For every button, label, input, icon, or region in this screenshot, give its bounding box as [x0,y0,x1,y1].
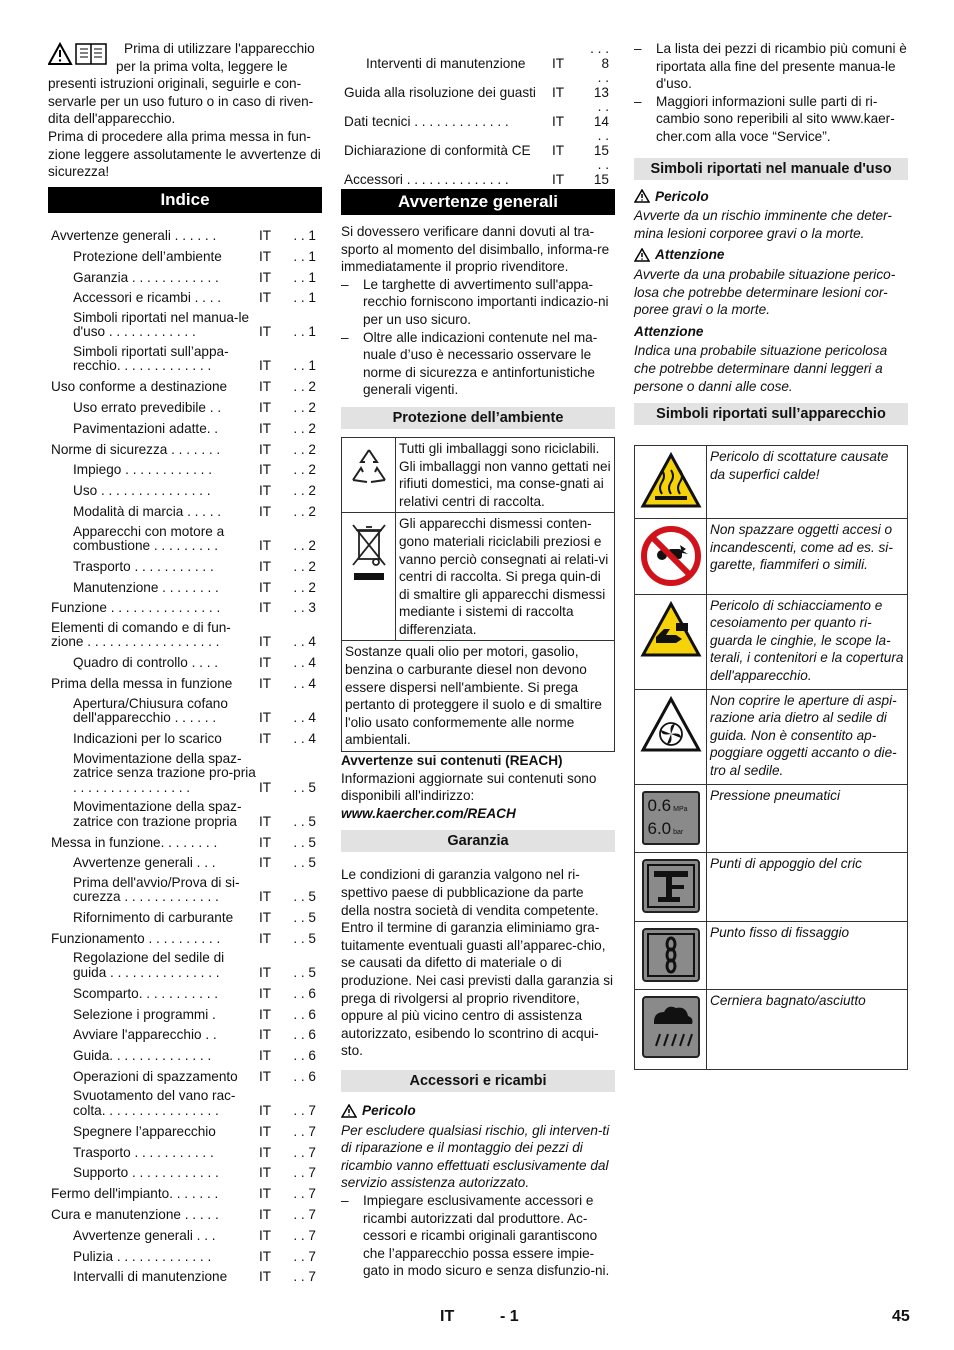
environment-packaging-text: Tutti gli imballaggi sono riciclabili. Gli imballaggi non vanno gettati nei rifiuti domestici, ma conse-gnati ai relativi centri di raccolta. [396,437,615,512]
toc-entry-page: . . 7 [293,1102,316,1118]
toc-entry-title: Intervalli di manutenzione [73,1269,228,1285]
danger-label: Pericolo [634,188,908,206]
no-burning-objects-icon [640,525,702,587]
toc-entry[interactable] [48,223,322,244]
toc-entry-language: IT [259,889,272,905]
toc-entry-title: Dichiarazione di conformità CE [344,142,531,158]
toc-entry-title: Spegnere l’apparecchio [73,1123,216,1139]
device-symbols-table [634,445,908,1070]
toc-entry[interactable] [48,1118,322,1139]
symbol-text: Pericolo di scottature causate da superfici calde! [707,446,908,519]
warning-text: Avverte da una probabile situazione perico-losa che potrebbe determinare lesioni cor-poree gravi o la morte. [634,266,896,318]
toc-entry[interactable] [48,671,322,692]
toc-entry[interactable] [341,100,615,129]
toc-entry[interactable] [48,746,322,795]
toc-entry-page: . . 3 [293,600,316,616]
toc-entry-title: Norme di sicurezza . . . . . . . [51,441,221,457]
reach-title: Avvertenze sui contenuti (REACH) [341,753,563,769]
toc-entry-language: IT [259,483,272,499]
recycle-icon [347,446,391,490]
column-1 [48,40,322,1285]
toc-entry-title: Simboli riportati nel manua-le d'uso . . . . . . . . . . . . [73,309,250,340]
toc-entry-page: . . 2 [293,579,316,595]
symbols-manual-title: Simboli riportati nel manuale d'uso [634,158,908,180]
toc-entry-language: IT [259,964,272,980]
toc-entry-title: Protezione dell’ambiente [73,248,222,264]
toc-entry[interactable] [48,306,322,340]
warranty-text: Le condizioni di garanzia valgono nel ri-spettivo paese di pubblicazione da parte della nostra società di vendita competente. Entro il termine di garanzia eliminiamo gra-tuitamente eventuali guasti all’apparec-chio, se causati da difetto di materiale o di produzione. Nei casi previsti dalla garanzia si prega di rivolgersi al proprio rivenditore, oppure al più vicino centro di assistenza autorizzato, esibendo lo scontrino di acqui-sto. [341,867,614,1059]
toc-entry[interactable] [48,520,322,554]
toc-entry-language: IT [552,171,565,187]
column-2 [341,42,615,1280]
toc-entry-language: IT [259,813,272,829]
toc-entry-page: . . 7 [293,1186,316,1202]
toc-entry-title: Dati tecnici . . . . . . . . . . . . . [344,113,509,129]
toc-entry-language: IT [259,358,272,374]
toc-entry-title: Svuotamento del vano rac-colta. . . . . . . . . . . . . . . . [73,1088,236,1118]
toc-entry[interactable] [48,1202,322,1223]
toc-entry-page: . . 14 [593,99,609,129]
toc-entry[interactable] [48,1043,322,1064]
symbols-device-title: Simboli riportati sull’apparecchio [634,403,908,425]
toc-entry-page: . . 5 [293,779,316,795]
toc-entry[interactable] [48,395,322,416]
toc-entry-language: IT [259,420,272,436]
toc-entry-page: . . 4 [293,730,316,746]
toc-entry-title: Elementi di comando e di fun-zione . . . . . . . . . . . . . . . . . . [51,619,231,650]
toc-entry-page: . . 6 [293,1048,316,1064]
toc-entry[interactable] [48,1264,322,1285]
toc-entry-title: Uso conforme a destinazione [51,379,228,395]
general-text: Si dovessero verificare danni dovuti al tra-sporto al momento del disimballo, informa-re immediatamente il proprio rivenditore. [341,224,610,275]
warning-triangle-icon [634,189,650,203]
crush-hazard-icon [640,601,702,659]
toc-entry-language: IT [259,634,272,650]
symbol-text: Punti di appoggio del cric [707,852,908,921]
toc-entry-title: Scomparto. . . . . . . . . . . [73,985,219,1001]
intro-text-1: Prima di utilizzare l'apparecchio per la prima volta, leggere le presenti istruzioni originali, seguirle e con-servarle per un uso futuro o in caso di riven-dita dell'apparecchio. [48,41,315,127]
toc-entry-language: IT [259,855,272,871]
caution-text: Indica una probabile situazione pericolosa che potrebbe determinare danni leggeri a persone o danni alle cose. [634,343,888,394]
toc-entry-title: Operazioni di spazzamento [73,1068,238,1084]
toc-entry-page: . . 1 [293,228,316,244]
toc-entry-page: . . 5 [293,910,316,926]
toc-entry-title: Guida alla risoluzione dei guasti [344,84,536,100]
toc-entry[interactable] [48,554,322,575]
toc-entry-language: IT [259,1102,272,1118]
toc-entry-language: IT [259,579,272,595]
toc-entry-title: Impiego . . . . . . . . . . . . [73,462,213,478]
toc-entry-title: Supporto . . . . . . . . . . . . [73,1165,219,1181]
jack-point-icon [642,859,700,913]
toc-entry-page: . . 7 [293,1144,316,1160]
toc-entry[interactable] [341,42,615,71]
toc-entry-language: IT [259,1027,272,1043]
hot-surface-icon [640,452,702,510]
toc-entry[interactable] [48,478,322,499]
list-item: – Impiegare esclusivamente accessori e ricambi autorizzati dal produttore. Ac-cessori e ricambi originali garantiscono che l’apparecchio possa essere impie-gato in modo sicuro e senza disfunzio-ni. [341,1192,610,1279]
accessories-text: Per escludere qualsiasi rischio, gli interven-ti di riparazione e il montaggio dei pezzi di ricambio vanno effettuati esclusivamente dal servizio assistenza autorizzato. [341,1122,610,1191]
toc-entry-title: Accessori e ricambi . . . . [73,290,222,306]
toc-entry[interactable] [48,499,322,520]
toc-entry-title: Uso . . . . . . . . . . . . . . . [73,483,211,499]
reach-link[interactable]: www.kaercher.com/REACH [341,805,516,821]
toc-entry[interactable] [48,574,322,595]
table-of-contents-continued [341,42,615,187]
toc-entry[interactable] [48,795,322,829]
toc-entry-page: . . 2 [293,558,316,574]
toc-entry-language: IT [259,1206,272,1222]
toc-entry-title: Pavimentazioni adatte. . [73,420,219,436]
column-3 [634,40,908,1070]
toc-entry-language: IT [259,504,272,520]
toc-entry-language: IT [259,1165,272,1181]
toc-entry-page: . . 6 [293,985,316,1001]
toc-entry-page: . . 2 [293,483,316,499]
toc-entry[interactable] [48,650,322,671]
toc-entry[interactable] [48,1160,322,1181]
toc-entry[interactable] [48,726,322,747]
toc-entry-title: Cura e manutenzione . . . . . [51,1206,219,1222]
environment-oil-text: Sostanze quali olio per motori, gasolio, benzina o carburante diesel non devono essere dispersi nell'ambiente. Si prega pertanto di proteggere il suolo e di smaltire l'olio usato conformemente alle norme ambientali. [342,641,615,752]
warning-triangle-icon [634,248,650,262]
toc-entry-page: . . 5 [293,855,316,871]
tyre-pressure-icon: 0.6 MPa 6.0 bar [642,791,700,845]
toc-entry-page: . . 4 [293,655,316,671]
accessories-warning: Pericolo [341,1102,615,1120]
toc-entry-title: Trasporto . . . . . . . . . . . [73,1144,214,1160]
toc-entry-page: . . 2 [293,420,316,436]
toc-entry-page: . . 5 [293,964,316,980]
toc-entry-title: Funzionamento . . . . . . . . . . [51,930,221,946]
toc-entry-language: IT [259,1186,272,1202]
toc-entry-page: . . 5 [293,889,316,905]
table-of-contents [48,223,322,1285]
toc-entry[interactable] [48,436,322,457]
warning-manual-icon [48,42,110,66]
toc-entry-language: IT [259,985,272,1001]
toc-entry-page: . . 2 [293,462,316,478]
toc-entry[interactable] [48,692,322,726]
toc-entry[interactable] [48,926,322,947]
toc-entry-page: . . 2 [293,379,316,395]
toc-entry-language: IT [259,228,272,244]
toc-entry-language: IT [259,1227,272,1243]
toc-entry-language: IT [259,1248,272,1264]
wet-dry-icon [642,996,700,1058]
toc-entry-title: Apertura/Chiusura cofano dell'apparecchio . . . . . . [73,695,228,725]
toc-entry[interactable] [48,871,322,905]
toc-entry[interactable] [48,244,322,265]
symbol-text: Non coprire le aperture di aspi-razione aria dietro al sedile di guida. Non è consentito ap-poggiare oggetti accanto o die-tro al sedile. [707,689,908,784]
toc-entry-language: IT [259,1269,272,1285]
toc-entry-title: Avviare l'apparecchio . . [73,1027,217,1043]
general-warnings-title: Avvertenze generali [341,189,615,215]
toc-entry[interactable] [48,416,322,437]
toc-entry[interactable] [48,264,322,285]
toc-entry-page: . . 6 [293,1068,316,1084]
toc-entry-language: IT [259,441,272,457]
toc-entry[interactable] [48,829,322,850]
toc-entry-language: IT [259,538,272,554]
toc-entry-language: IT [552,84,565,100]
symbol-text: Pressione pneumatici [707,784,908,852]
toc-entry-title: Movimentazione della spaz-zatrice senza trazione pro-pria . . . . . . . . . . . . . . . . [73,750,256,795]
crossed-bin-icon [349,521,389,585]
symbol-text: Pericolo di schiacciamento e cesoiamento per quanto ri-guarda le cinghie, le scope la-terali, i contenitori e la copertura dell'apparecchio. [707,594,908,689]
toc-entry-language: IT [259,1048,272,1064]
toc-entry-language: IT [259,462,272,478]
toc-entry-language: IT [259,930,272,946]
toc-entry-page: . . 7 [293,1123,316,1139]
toc-entry-title: Messa in funzione. . . . . . . . [51,834,218,850]
toc-entry[interactable] [341,129,615,158]
list-item: – Maggiori informazioni sulle parti di ri-cambio sono reperibili al sito www.kaer-cher.com alla voce “Service”. [634,93,895,144]
footer-section-page: - 1 [500,1308,519,1325]
toc-entry-page: . . 1 [293,269,316,285]
toc-entry-page: . . 7 [293,1227,316,1243]
intro [48,40,322,181]
toc-entry[interactable] [48,905,322,926]
toc-entry-title: Interventi di manutenzione [366,55,526,71]
toc-entry-title: Guida. . . . . . . . . . . . . . [73,1048,212,1064]
toc-entry[interactable] [48,946,322,980]
toc-entry-page: . . 2 [293,400,316,416]
toc-entry-language: IT [259,400,272,416]
toc-entry[interactable] [48,285,322,306]
footer-language: IT [440,1308,455,1325]
warning-label: Attenzione [634,246,908,264]
toc-entry-page: . . 1 [293,248,316,264]
toc-entry-title: Fermo dell'impianto. . . . . . . [51,1186,219,1202]
toc-entry-language: IT [552,55,565,71]
toc-entry-page: . . 2 [293,441,316,457]
toc-entry-language: IT [259,1006,272,1022]
toc-entry[interactable] [48,1022,322,1043]
toc-entry-language: IT [552,113,565,129]
toc-entry-page: . . 4 [293,676,316,691]
toc-entry-title: Selezione i programmi . [73,1006,216,1022]
toc-entry-page: . . 1 [293,358,316,374]
toc-entry-language: IT [259,269,272,285]
toc-entry-title: Simboli riportati sull’appa-recchio. . . . . . . . . . . . . [73,343,229,374]
warning-triangle-icon [341,1104,357,1118]
toc-entry[interactable] [48,980,322,1001]
toc-entry-page: . . 5 [293,813,316,829]
list-item: – La lista dei pezzi di ricambio più comuni è riportata alla fine del presente manua-le d'uso. [634,41,907,92]
toc-entry-language: IT [259,730,272,746]
toc-entry-title: Quadro di controllo . . . . [73,655,219,671]
toc-entry-language: IT [259,710,272,725]
toc-entry[interactable] [48,850,322,871]
toc-entry[interactable] [48,1243,322,1264]
toc-entry-page: . . 15 [593,157,609,187]
toc-entry-title: Modalità di marcia . . . . . [73,504,222,520]
toc-entry-title: Rifornimento di carburante [73,910,234,926]
toc-entry[interactable] [48,1084,322,1118]
toc-entry-language: IT [259,248,272,264]
environment-title: Protezione dell’ambiente [341,407,615,429]
toc-entry-language: IT [552,142,565,158]
list-item: – Le targhette di avvertimento sull'appa-recchio forniscono importanti indicazio-ni per un uso sicuro. [341,276,609,327]
toc-entry[interactable] [48,1001,322,1022]
warranty-title: Garanzia [341,830,615,852]
toc-entry-title: Prima dell'avvio/Prova di si-curezza . . . . . . . . . . . . . [73,874,240,905]
toc-entry[interactable] [48,457,322,478]
environment-table [341,437,615,752]
toc-entry-language: IT [259,1068,272,1084]
toc-entry[interactable] [48,1064,322,1085]
toc-entry-title: Movimentazione della spaz-zatrice con trazione propria [73,799,242,829]
toc-entry-page: . . 13 [593,70,609,100]
accessories-title: Accessori e ricambi [341,1070,615,1092]
toc-entry-title: Manutenzione . . . . . . . . [73,579,219,595]
toc-entry-page: . . 4 [293,634,316,650]
symbol-text: Non spazzare oggetti accesi o incandescenti, come ad es. si-garette, fiammiferi o simili. [707,519,908,595]
toc-entry-language: IT [259,379,272,395]
toc-entry-title: Prima della messa in funzione [51,676,233,691]
toc-entry-title: Garanzia . . . . . . . . . . . . [73,269,219,285]
toc-entry-page: . . 7 [293,1269,316,1285]
toc-entry-page: . . . 8 [590,41,609,71]
toc-entry-page: . . 4 [293,710,316,725]
toc-entry[interactable] [48,374,322,395]
toc-entry[interactable] [48,1181,322,1202]
toc-entry-title: Trasporto . . . . . . . . . . . [73,558,214,574]
intro-text-2: Prima di procedere alla prima messa in fun-zione leggere assolutamente le avvertenze di sicurezza! [48,128,321,180]
reach-text: Informazioni aggiornate sui contenuti sono disponibili all'indirizzo: [341,770,597,804]
symbol-text: Punto fisso di fissaggio [707,921,908,989]
footer-page-number: 45 [892,1308,910,1325]
toc-entry-language: IT [259,290,272,306]
toc-entry-page: . . 1 [293,324,316,340]
toc-entry-title: Avvertenze generali . . . [73,855,216,871]
toc-entry-language: IT [259,655,272,671]
toc-entry-title: Avvertenze generali . . . . . . [51,228,217,244]
toc-entry-language: IT [259,834,272,850]
toc-entry-language: IT [259,779,272,795]
toc-entry-language: IT [259,910,272,926]
toc-entry-page: . . 5 [293,834,316,850]
toc-entry-page: . . 2 [293,538,316,554]
toc-entry-title: Indicazioni per lo scarico [73,730,222,746]
toc-entry-page: . . 6 [293,1027,316,1043]
danger-text: Avverte da un rischio imminente che deter-mina lesioni corporee gravi o la morte. [634,208,892,241]
toc-entry-title: Avvertenze generali . . . [73,1227,216,1243]
toc-entry-language: IT [259,1144,272,1160]
toc-entry-language: IT [259,600,272,616]
environment-disposal-text: Gli apparecchi dismessi conten-gono materiali riciclabili preziosi e vanno perciò consegnati ai relati-vi centri di raccolta. Si prega quin-di di smaltire gli apparecchi dismessi mediante i sistemi di raccolta differenziata. [396,513,615,641]
toc-entry[interactable] [341,71,615,100]
toc-entry[interactable] [48,1139,322,1160]
toc-entry-language: IT [259,558,272,574]
toc-entry-page: . . 7 [293,1248,316,1264]
toc-entry[interactable] [341,158,615,187]
caution-label: Attenzione [634,323,704,339]
toc-entry-title: Apparecchi con motore a combustione . . . . . . . . . [73,523,225,554]
toc-entry-title: Pulizia . . . . . . . . . . . . . [73,1248,212,1264]
toc-entry-language: IT [259,324,272,340]
toc-entry-page: . . 1 [293,290,316,306]
toc-entry[interactable] [48,340,322,374]
toc-entry[interactable] [48,1222,322,1243]
toc-entry-language: IT [259,1123,272,1139]
toc-entry-page: . . 7 [293,1206,316,1222]
fan-warning-icon [640,696,702,754]
toc-entry-page: . . 5 [293,930,316,946]
toc-entry-page: . . 6 [293,1006,316,1022]
tie-down-icon [642,928,700,982]
toc-entry-title: Regolazione del sedile di guida . . . . . . . . . . . . . . . [73,950,225,980]
toc-entry-title: Funzione . . . . . . . . . . . . . . . [51,600,221,616]
index-title: Indice [48,187,322,213]
toc-entry-page: . . 15 [593,128,609,158]
toc-entry-title: Accessori . . . . . . . . . . . . . . [344,171,509,187]
list-item: – Oltre alle indicazioni contenute nel ma-nuale d’uso è necessario osservare le norme di sicurezza e antinfortunistiche generali vigenti. [341,329,598,398]
toc-entry-title: Uso errato prevedibile . . [73,400,222,416]
toc-entry-page: . . 7 [293,1165,316,1181]
toc-entry[interactable] [48,616,322,650]
toc-entry-language: IT [259,676,272,691]
toc-entry[interactable] [48,595,322,616]
symbol-text: Cerniera bagnato/asciutto [707,989,908,1069]
toc-entry-page: . . 2 [293,504,316,520]
